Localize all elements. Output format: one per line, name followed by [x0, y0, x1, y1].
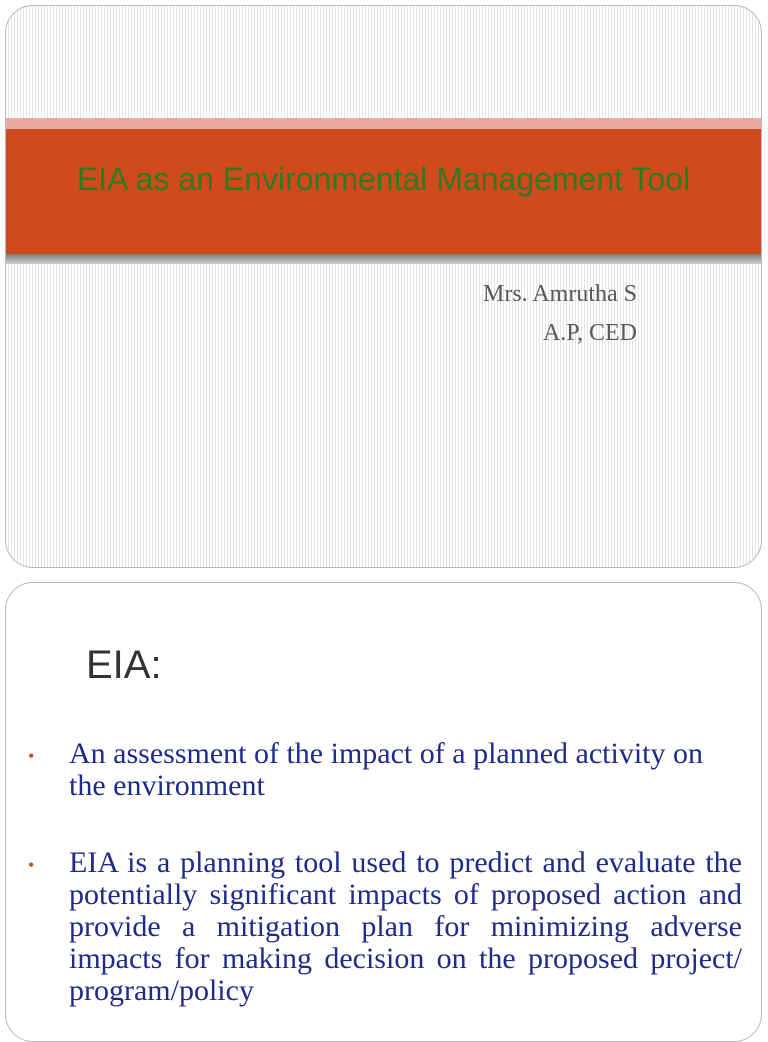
- bullet-marker-icon: •: [28, 855, 35, 875]
- bullet-item: [28, 738, 742, 802]
- title-band-accent: [6, 118, 761, 129]
- author-role: A.P, CED: [542, 320, 637, 346]
- bullet-item: [28, 847, 742, 1007]
- slide-heading: EIA:: [86, 643, 162, 687]
- content-slide: [5, 582, 762, 1042]
- title-slide: [5, 5, 762, 568]
- author-name: Mrs. Amrutha S: [482, 281, 637, 307]
- bullet-text: An assessment of the impact of a planned activity on the environment: [69, 737, 703, 802]
- bullet-marker-icon: •: [28, 746, 35, 766]
- title-band-shadow: [6, 254, 761, 264]
- bullet-text: EIA is a planning tool used to predict and evaluate the potentially significant impacts of proposed action and provide a mitigation plan for minimizing adverse impacts for making decision on the proposed project/ program/policy: [69, 846, 742, 1007]
- slide-title: EIA as an Environmental Management Tool: [76, 161, 691, 197]
